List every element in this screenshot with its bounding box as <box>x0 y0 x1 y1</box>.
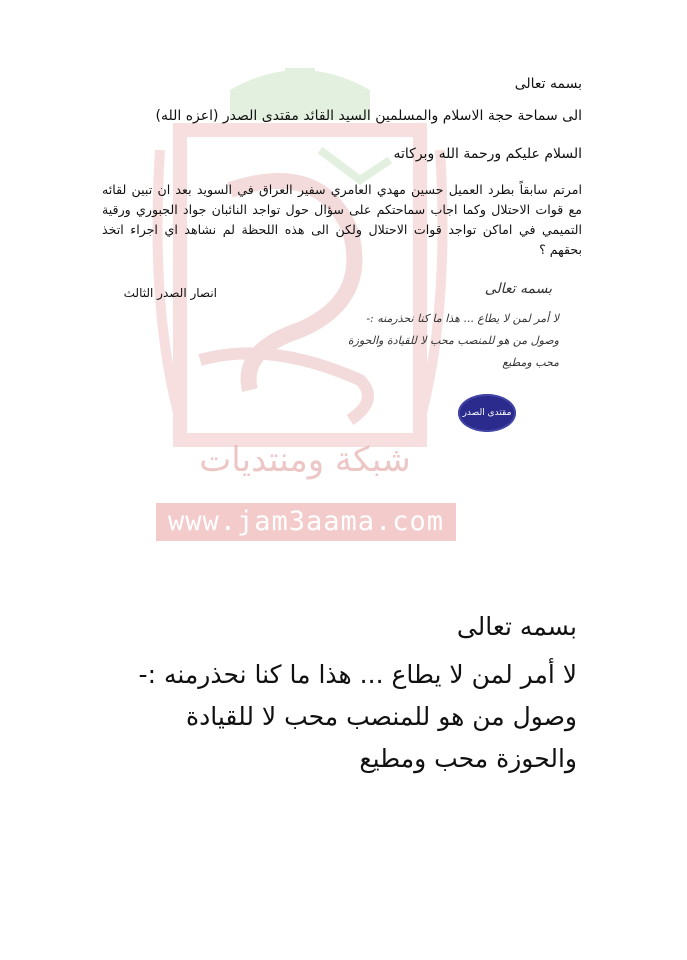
letter-body: امرتم سابقاً بطرد العميل حسين مهدي العامري سفير العراق في السويد بعد ان تبين لقائه مع قوات الاحتلال وكما اجاب سماحتكم على سؤال حول تواجد النائبان جواد الجبوري ورقية التميمي في اماكن تواجد قوات الاحتلال ولكن الى هذه اللحظة لم نشاهد اي اجراء اتخذ بحقهم ؟ <box>102 182 582 257</box>
handwritten-opening: بسمه تعالى <box>484 281 552 297</box>
watermark-forum-text: شبكة ومنتديات <box>199 440 411 480</box>
watermark-logo <box>120 60 480 560</box>
transcription-line-1: بسمه تعالى <box>456 612 577 641</box>
watermark-site-url: www.jam3aama.com <box>156 503 456 541</box>
letter-addressee: الى سماحة حجة الاسلام والمسلمين السيد القائد مقتدى الصدر (اعزه الله) <box>155 108 582 124</box>
handwritten-line-3: محب ومطيع <box>502 356 559 369</box>
handwritten-line-2: وصول من هو للمنصب محب لا للقيادة والحوزة <box>347 334 559 347</box>
seal-text: مقتدى الصدر <box>462 408 512 418</box>
signature-seal <box>458 394 516 432</box>
letter-sender: انصار الصدر الثالث <box>123 286 217 300</box>
transcription-line-3: وصول من هو للمنصب محب لا للقيادة <box>186 702 577 731</box>
letter-greeting: السلام عليكم ورحمة الله وبركاته <box>393 146 582 162</box>
transcription-line-2: لا أمر لمن لا يطاع ... هذا ما كنا نحذرمنه :- <box>138 660 577 689</box>
letter-opening: بسمه تعالى <box>514 76 582 92</box>
handwritten-line-1: لا أمر لمن لا يطاع ... هذا ما كنا نحذرمنه :- <box>366 312 559 325</box>
transcription-line-4: والحوزة محب ومطيع <box>359 744 577 773</box>
